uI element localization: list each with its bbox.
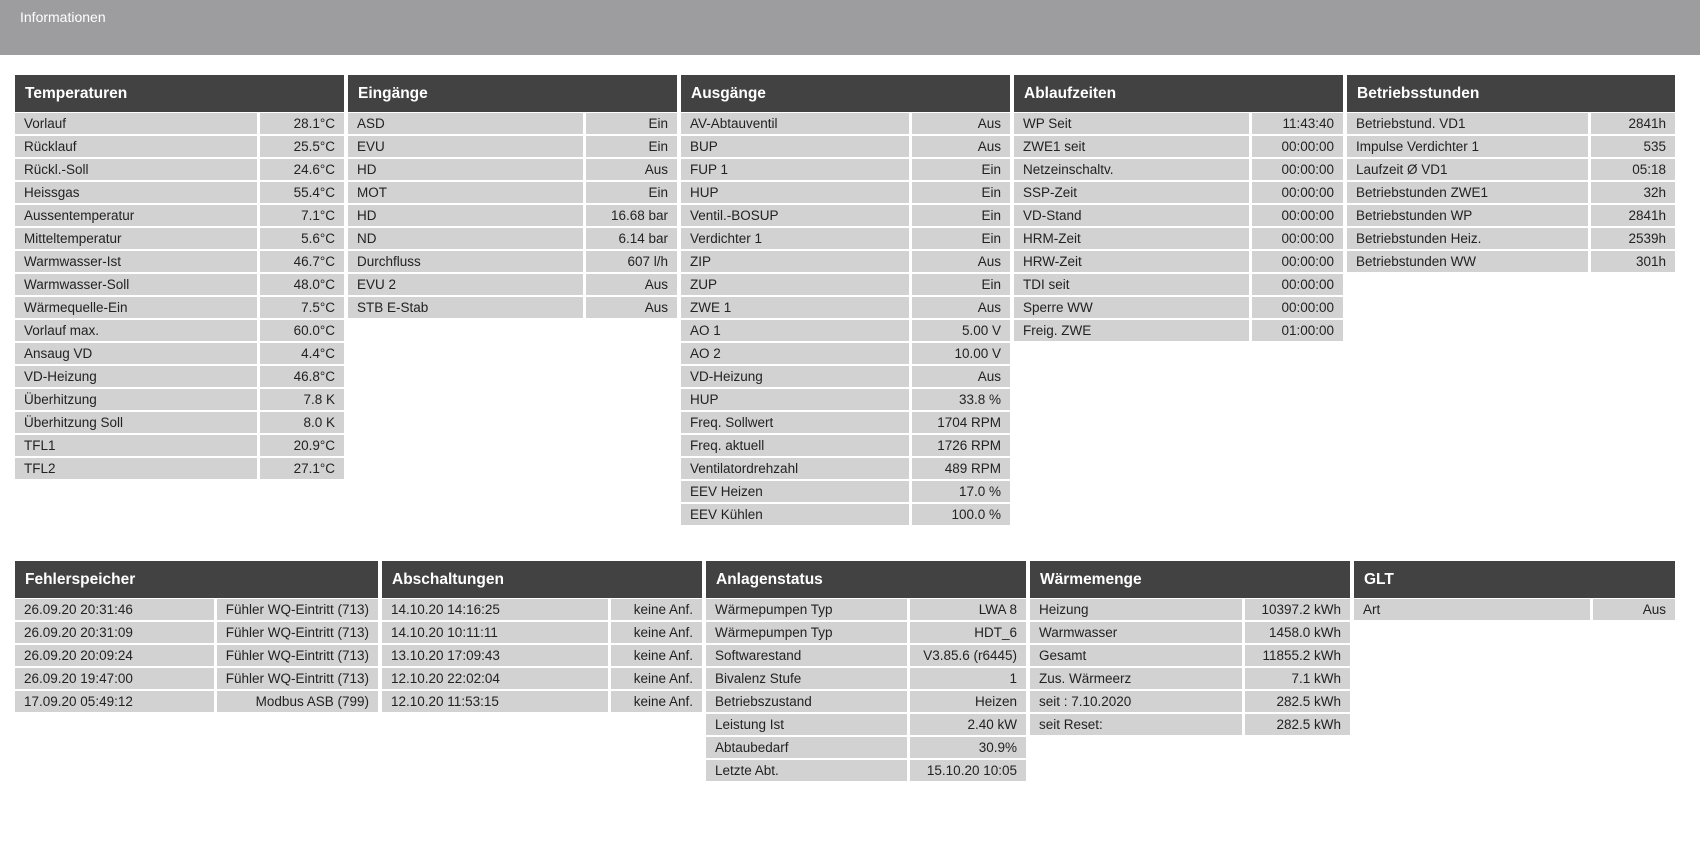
- row-label: Betriebstunden ZWE1: [1347, 182, 1591, 203]
- row-value: Modbus ASB (799): [217, 691, 378, 712]
- row-value: 32h: [1591, 182, 1675, 203]
- row-value: 60.0°C: [260, 320, 344, 341]
- panel-title: Betriebsstunden: [1347, 75, 1675, 112]
- row-label: AO 2: [681, 343, 912, 364]
- table-row: [15, 366, 344, 387]
- row-value: 7.5°C: [260, 297, 344, 318]
- table-row: [681, 481, 1010, 502]
- row-label: seit : 7.10.2020: [1030, 691, 1245, 712]
- row-label: Wärmequelle-Ein: [15, 297, 260, 318]
- table-row: [15, 182, 344, 203]
- panel-ausgaenge: [681, 75, 1010, 527]
- row-label: SSP-Zeit: [1014, 182, 1252, 203]
- table-row: [1347, 205, 1675, 226]
- row-value: 8.0 K: [260, 412, 344, 433]
- row-value: 33.8 %: [912, 389, 1010, 410]
- row-label: Freq. Sollwert: [681, 412, 912, 433]
- table-row: [1014, 113, 1343, 134]
- row-value: 01:00:00: [1252, 320, 1343, 341]
- row-value: 20.9°C: [260, 435, 344, 456]
- table-row: [15, 412, 344, 433]
- table-row: [1014, 182, 1343, 203]
- row-value: Ein: [586, 136, 677, 157]
- panel-title: Abschaltungen: [382, 561, 702, 598]
- table-row: [1347, 182, 1675, 203]
- row-value: keine Anf.: [611, 599, 702, 620]
- row-value: Aus: [912, 366, 1010, 387]
- table-row: [1347, 113, 1675, 134]
- table-row: [15, 228, 344, 249]
- row-value: Ein: [912, 274, 1010, 295]
- row-value: 11:43:40: [1252, 113, 1343, 134]
- row-label: ND: [348, 228, 586, 249]
- row-label: BUP: [681, 136, 912, 157]
- table-row: [681, 136, 1010, 157]
- row-value: 2841h: [1591, 113, 1675, 134]
- table-row: [681, 343, 1010, 364]
- row-value: 00:00:00: [1252, 136, 1343, 157]
- table-row: [15, 159, 344, 180]
- row-label: 26.09.20 19:47:00: [15, 668, 217, 689]
- row-label: seit Reset:: [1030, 714, 1245, 735]
- panel-waermemenge: [1030, 561, 1350, 737]
- panel-title: Eingänge: [348, 75, 677, 112]
- row-label: Vorlauf: [15, 113, 260, 134]
- table-row: [382, 622, 702, 643]
- row-label: 26.09.20 20:31:09: [15, 622, 217, 643]
- table-row: [1014, 274, 1343, 295]
- row-value: 16.68 bar: [586, 205, 677, 226]
- row-value: Aus: [586, 297, 677, 318]
- table-row: [706, 714, 1026, 735]
- row-label: HRM-Zeit: [1014, 228, 1252, 249]
- row-label: Heissgas: [15, 182, 260, 203]
- row-value: 5.00 V: [912, 320, 1010, 341]
- row-label: STB E-Stab: [348, 297, 586, 318]
- table-row: [706, 622, 1026, 643]
- table-row: [706, 645, 1026, 666]
- table-row: [15, 668, 378, 689]
- table-row: [681, 320, 1010, 341]
- row-value: 00:00:00: [1252, 205, 1343, 226]
- row-label: Wärmepumpen Typ: [706, 599, 910, 620]
- row-label: Aussentemperatur: [15, 205, 260, 226]
- table-row: [681, 297, 1010, 318]
- row-label: 12.10.20 11:53:15: [382, 691, 611, 712]
- row-label: 26.09.20 20:31:46: [15, 599, 217, 620]
- table-row: [15, 251, 344, 272]
- table-row: [15, 691, 378, 712]
- page-title: Informationen: [20, 9, 106, 25]
- row-value: 11855.2 kWh: [1245, 645, 1350, 666]
- row-label: Betriebszustand: [706, 691, 910, 712]
- table-row: [1347, 159, 1675, 180]
- row-label: Rücklauf: [15, 136, 260, 157]
- table-row: [348, 113, 677, 134]
- row-value: 1: [910, 668, 1026, 689]
- row-label: Mitteltemperatur: [15, 228, 260, 249]
- row-value: 2.40 kW: [910, 714, 1026, 735]
- table-row: [15, 343, 344, 364]
- row-label: Betriebstund. VD1: [1347, 113, 1591, 134]
- row-value: 24.6°C: [260, 159, 344, 180]
- row-value: 00:00:00: [1252, 228, 1343, 249]
- row-value: 15.10.20 10:05: [910, 760, 1026, 781]
- table-row: [681, 389, 1010, 410]
- row-value: Heizen: [910, 691, 1026, 712]
- table-row: [681, 412, 1010, 433]
- table-row: [1014, 297, 1343, 318]
- table-row: [15, 205, 344, 226]
- panel-table: [15, 597, 378, 714]
- table-row: [15, 435, 344, 456]
- table-row: [348, 205, 677, 226]
- table-row: [348, 297, 677, 318]
- row-label: Rückl.-Soll: [15, 159, 260, 180]
- top-bar: [0, 0, 1700, 55]
- row-label: ZUP: [681, 274, 912, 295]
- row-value: V3.85.6 (r6445): [910, 645, 1026, 666]
- table-row: [15, 389, 344, 410]
- row-label: AO 1: [681, 320, 912, 341]
- table-row: [1014, 251, 1343, 272]
- row-value: Ein: [912, 159, 1010, 180]
- row-label: Art: [1354, 599, 1593, 620]
- row-value: 46.8°C: [260, 366, 344, 387]
- row-value: 1704 RPM: [912, 412, 1010, 433]
- table-row: [348, 182, 677, 203]
- row-label: ZIP: [681, 251, 912, 272]
- table-row: [382, 691, 702, 712]
- panel-table: [1347, 111, 1675, 274]
- row-label: Bivalenz Stufe: [706, 668, 910, 689]
- row-value: Fühler WQ-Eintritt (713): [217, 599, 378, 620]
- row-value: keine Anf.: [611, 622, 702, 643]
- row-label: EVU: [348, 136, 586, 157]
- table-row: [1347, 251, 1675, 272]
- row-value: 30.9%: [910, 737, 1026, 758]
- row-value: 6.14 bar: [586, 228, 677, 249]
- row-value: 00:00:00: [1252, 297, 1343, 318]
- row-value: 00:00:00: [1252, 274, 1343, 295]
- table-row: [681, 159, 1010, 180]
- table-row: [681, 274, 1010, 295]
- table-row: [15, 622, 378, 643]
- row-value: 301h: [1591, 251, 1675, 272]
- panel-table: [681, 111, 1010, 527]
- panel-title: Anlagenstatus: [706, 561, 1026, 598]
- table-row: [1347, 228, 1675, 249]
- panel-table: [706, 597, 1026, 783]
- row-label: Zus. Wärmeerz: [1030, 668, 1245, 689]
- table-row: [1014, 159, 1343, 180]
- row-value: 7.1 kWh: [1245, 668, 1350, 689]
- row-value: 7.8 K: [260, 389, 344, 410]
- row-value: Ein: [912, 228, 1010, 249]
- row-label: 26.09.20 20:09:24: [15, 645, 217, 666]
- row-label: Warmwasser-Soll: [15, 274, 260, 295]
- row-label: Überhitzung: [15, 389, 260, 410]
- row-label: VD-Heizung: [681, 366, 912, 387]
- row-label: Überhitzung Soll: [15, 412, 260, 433]
- row-label: HUP: [681, 182, 912, 203]
- row-label: AV-Abtauventil: [681, 113, 912, 134]
- row-value: Aus: [912, 297, 1010, 318]
- row-value: Aus: [586, 159, 677, 180]
- row-label: HRW-Zeit: [1014, 251, 1252, 272]
- table-row: [382, 645, 702, 666]
- row-label: 17.09.20 05:49:12: [15, 691, 217, 712]
- row-label: ASD: [348, 113, 586, 134]
- row-value: Ein: [912, 205, 1010, 226]
- row-value: Aus: [912, 113, 1010, 134]
- row-value: 1726 RPM: [912, 435, 1010, 456]
- row-label: Betriebstunden WW: [1347, 251, 1591, 272]
- panel-table: [382, 597, 702, 714]
- table-row: [706, 599, 1026, 620]
- row-value: 2841h: [1591, 205, 1675, 226]
- row-label: Gesamt: [1030, 645, 1245, 666]
- row-label: TFL1: [15, 435, 260, 456]
- table-row: [1014, 320, 1343, 341]
- table-row: [681, 113, 1010, 134]
- row-label: MOT: [348, 182, 586, 203]
- panel-table: [348, 111, 677, 320]
- row-value: 5.6°C: [260, 228, 344, 249]
- row-value: keine Anf.: [611, 691, 702, 712]
- row-label: 14.10.20 10:11:11: [382, 622, 611, 643]
- panel-title: Temperaturen: [15, 75, 344, 112]
- row-value: 10397.2 kWh: [1245, 599, 1350, 620]
- table-row: [1030, 714, 1350, 735]
- table-row: [706, 760, 1026, 781]
- row-value: 607 l/h: [586, 251, 677, 272]
- panel-table: [1030, 597, 1350, 737]
- row-value: Ein: [586, 182, 677, 203]
- row-label: Softwarestand: [706, 645, 910, 666]
- row-label: Laufzeit Ø VD1: [1347, 159, 1591, 180]
- panel-table: [1354, 597, 1675, 622]
- table-row: [15, 136, 344, 157]
- panel-title: Ablaufzeiten: [1014, 75, 1343, 112]
- row-label: 13.10.20 17:09:43: [382, 645, 611, 666]
- panel-title: Wärmemenge: [1030, 561, 1350, 598]
- row-label: Ventil.-BOSUP: [681, 205, 912, 226]
- row-label: Ansaug VD: [15, 343, 260, 364]
- row-label: TDI seit: [1014, 274, 1252, 295]
- row-value: 535: [1591, 136, 1675, 157]
- table-row: [706, 668, 1026, 689]
- row-label: Freig. ZWE: [1014, 320, 1252, 341]
- row-label: Netzeinschaltv.: [1014, 159, 1252, 180]
- row-value: 05:18: [1591, 159, 1675, 180]
- row-label: Letzte Abt.: [706, 760, 910, 781]
- row-value: 00:00:00: [1252, 159, 1343, 180]
- row-value: 1458.0 kWh: [1245, 622, 1350, 643]
- row-value: Ein: [912, 182, 1010, 203]
- row-value: 4.4°C: [260, 343, 344, 364]
- row-label: 14.10.20 14:16:25: [382, 599, 611, 620]
- row-label: VD-Stand: [1014, 205, 1252, 226]
- row-label: Warmwasser: [1030, 622, 1245, 643]
- row-value: HDT_6: [910, 622, 1026, 643]
- panel-betriebsstunden: [1347, 75, 1675, 274]
- row-value: LWA 8: [910, 599, 1026, 620]
- panel-title: GLT: [1354, 561, 1675, 598]
- panel-table: [15, 111, 344, 481]
- row-value: 7.1°C: [260, 205, 344, 226]
- table-row: [1014, 228, 1343, 249]
- row-label: Heizung: [1030, 599, 1245, 620]
- panel-abschaltungen: [382, 561, 702, 714]
- panel-eingaenge: [348, 75, 677, 320]
- row-label: Vorlauf max.: [15, 320, 260, 341]
- row-value: 46.7°C: [260, 251, 344, 272]
- row-label: Abtaubedarf: [706, 737, 910, 758]
- row-label: Freq. aktuell: [681, 435, 912, 456]
- row-label: ZWE1 seit: [1014, 136, 1252, 157]
- row-value: 489 RPM: [912, 458, 1010, 479]
- row-label: EEV Heizen: [681, 481, 912, 502]
- panel-title: Fehlerspeicher: [15, 561, 378, 598]
- row-value: Aus: [1593, 599, 1675, 620]
- row-label: 12.10.20 22:02:04: [382, 668, 611, 689]
- row-value: 48.0°C: [260, 274, 344, 295]
- table-row: [1030, 691, 1350, 712]
- row-value: 100.0 %: [912, 504, 1010, 525]
- row-value: Fühler WQ-Eintritt (713): [217, 668, 378, 689]
- table-row: [1030, 668, 1350, 689]
- table-row: [681, 435, 1010, 456]
- table-row: [348, 228, 677, 249]
- row-label: ZWE 1: [681, 297, 912, 318]
- row-label: HD: [348, 159, 586, 180]
- row-label: Betriebstunden WP: [1347, 205, 1591, 226]
- row-label: Leistung Ist: [706, 714, 910, 735]
- row-label: FUP 1: [681, 159, 912, 180]
- table-row: [15, 297, 344, 318]
- row-label: Sperre WW: [1014, 297, 1252, 318]
- panel-fehlerspeicher: [15, 561, 378, 714]
- table-row: [1030, 599, 1350, 620]
- table-row: [681, 205, 1010, 226]
- row-value: 2539h: [1591, 228, 1675, 249]
- table-row: [1347, 136, 1675, 157]
- row-label: EEV Kühlen: [681, 504, 912, 525]
- table-row: [15, 320, 344, 341]
- panel-anlagenstatus: [706, 561, 1026, 783]
- table-row: [382, 668, 702, 689]
- row-label: HUP: [681, 389, 912, 410]
- row-value: 28.1°C: [260, 113, 344, 134]
- panel-temperaturen: [15, 75, 344, 481]
- row-value: Fühler WQ-Eintritt (713): [217, 645, 378, 666]
- row-label: WP Seit: [1014, 113, 1252, 134]
- panel-glt: [1354, 561, 1675, 622]
- row-value: keine Anf.: [611, 645, 702, 666]
- row-value: 10.00 V: [912, 343, 1010, 364]
- row-label: Wärmepumpen Typ: [706, 622, 910, 643]
- panel-title: Ausgänge: [681, 75, 1010, 112]
- table-row: [681, 251, 1010, 272]
- row-label: Betriebstunden Heiz.: [1347, 228, 1591, 249]
- row-value: 17.0 %: [912, 481, 1010, 502]
- table-row: [681, 366, 1010, 387]
- table-row: [1030, 645, 1350, 666]
- row-value: 25.5°C: [260, 136, 344, 157]
- row-value: Fühler WQ-Eintritt (713): [217, 622, 378, 643]
- row-value: 55.4°C: [260, 182, 344, 203]
- table-row: [15, 645, 378, 666]
- row-value: Ein: [586, 113, 677, 134]
- row-label: VD-Heizung: [15, 366, 260, 387]
- table-row: [706, 737, 1026, 758]
- row-value: keine Anf.: [611, 668, 702, 689]
- row-label: Warmwasser-Ist: [15, 251, 260, 272]
- table-row: [681, 504, 1010, 525]
- row-value: Aus: [912, 136, 1010, 157]
- table-row: [681, 182, 1010, 203]
- row-value: 27.1°C: [260, 458, 344, 479]
- table-row: [348, 251, 677, 272]
- table-row: [348, 136, 677, 157]
- table-row: [15, 113, 344, 134]
- table-row: [348, 274, 677, 295]
- table-row: [706, 691, 1026, 712]
- table-row: [15, 274, 344, 295]
- table-row: [681, 458, 1010, 479]
- row-label: TFL2: [15, 458, 260, 479]
- table-row: [1014, 205, 1343, 226]
- row-label: Ventilatordrehzahl: [681, 458, 912, 479]
- table-row: [348, 159, 677, 180]
- table-row: [1014, 136, 1343, 157]
- row-label: Durchfluss: [348, 251, 586, 272]
- row-value: 00:00:00: [1252, 182, 1343, 203]
- row-value: Aus: [586, 274, 677, 295]
- table-row: [15, 458, 344, 479]
- table-row: [1030, 622, 1350, 643]
- row-label: HD: [348, 205, 586, 226]
- row-value: Aus: [912, 251, 1010, 272]
- table-row: [15, 599, 378, 620]
- panel-ablaufzeiten: [1014, 75, 1343, 343]
- row-value: 282.5 kWh: [1245, 691, 1350, 712]
- table-row: [382, 599, 702, 620]
- table-row: [681, 228, 1010, 249]
- row-label: Verdichter 1: [681, 228, 912, 249]
- row-value: 282.5 kWh: [1245, 714, 1350, 735]
- panel-table: [1014, 111, 1343, 343]
- row-value: 00:00:00: [1252, 251, 1343, 272]
- row-label: Impulse Verdichter 1: [1347, 136, 1591, 157]
- table-row: [1354, 599, 1675, 620]
- row-label: EVU 2: [348, 274, 586, 295]
